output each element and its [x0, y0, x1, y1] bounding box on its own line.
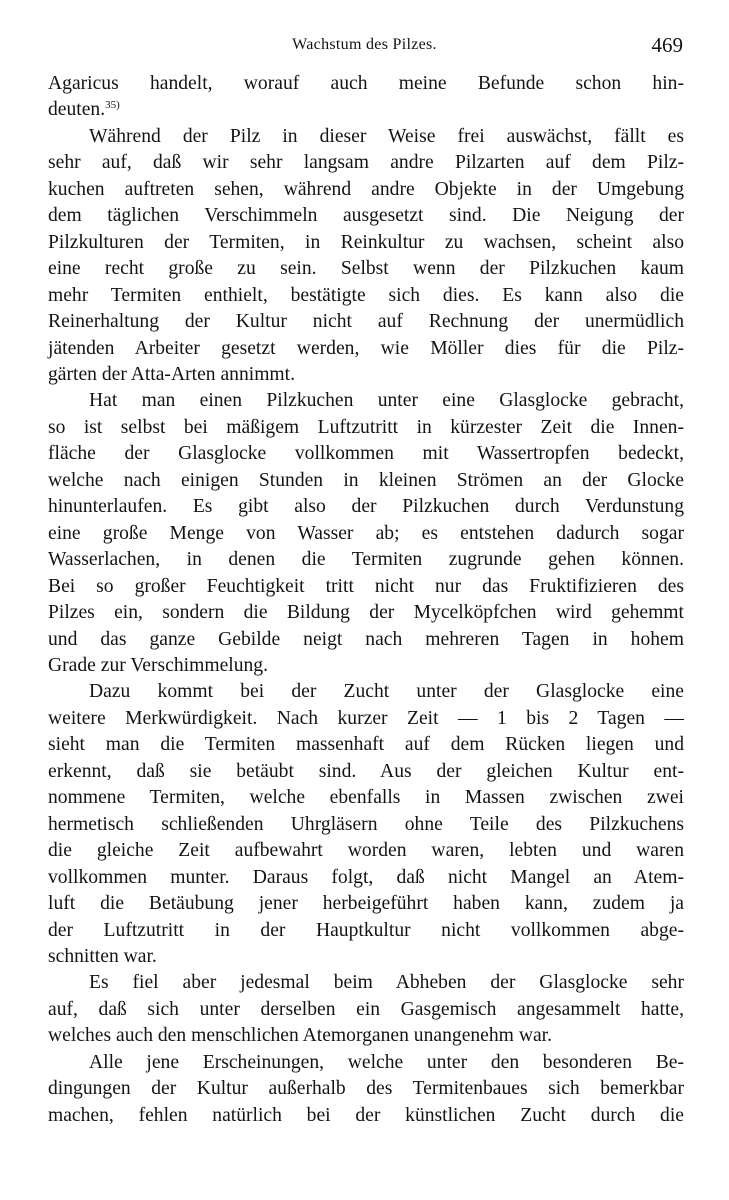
text-line: hermetisch schließenden Uhrgläsern ohne Teile des Pilzkuchens: [48, 813, 684, 835]
text-line: auf, daß sich unter derselben ein Gasgemisch angesammelt hatte,: [48, 998, 684, 1020]
text-line: erkennt, daß sie betäubt sind. Aus der gleichen Kultur ent-: [48, 760, 684, 782]
text-line: deuten.$^{35)}$: [48, 99, 120, 121]
text-line: so ist selbst bei mäßigem Luftzutritt in kürzester Zeit die Innen-: [48, 416, 684, 438]
paragraph: [48, 71, 684, 124]
body-text: [48, 71, 684, 1129]
text-line: jätenden Arbeiter gesetzt werden, wie Möller dies für die Pilz-: [48, 337, 684, 359]
text-line: welche nach einigen Stunden in kleinen Strömen an der Glocke: [48, 469, 684, 491]
paragraph: [48, 388, 684, 679]
text-line: dingungen der Kultur außerhalb des Termitenbaues sich bemerkbar: [48, 1078, 684, 1100]
text-line: Grade zur Verschimmelung.: [48, 654, 268, 676]
footnote-reference[interactable]: 35): [105, 99, 120, 112]
text-line: Pilzkulturen der Termiten, in Reinkultur zu wachsen, scheint also: [48, 231, 684, 253]
text-line: eine recht große zu sein. Selbst wenn der Pilzkuchen kaum: [48, 258, 684, 280]
text-line: weitere Merkwürdigkeit. Nach kurzer Zeit — 1 bis 2 Tagen —: [48, 707, 684, 729]
paragraph: [48, 970, 684, 1049]
text-line: Pilzes ein, sondern die Bildung der Mycelköpfchen wird gehemmt: [48, 602, 684, 624]
text-line: die gleiche Zeit aufbewahrt worden waren, lebten und waren: [48, 840, 684, 862]
text-line: Alle jene Erscheinungen, welche unter den besonderen Be-: [89, 1051, 684, 1073]
text-line: welches auch den menschlichen Atemorganen unangenehm war.: [48, 1025, 553, 1047]
text-line: und das ganze Gebilde neigt nach mehreren Tagen in hohem: [48, 628, 684, 650]
paragraph: [48, 679, 684, 970]
text-line: sieht man die Termiten massenhaft auf dem Rücken liegen und: [48, 734, 684, 756]
running-title: Wachstum des Pilzes.: [292, 36, 437, 53]
text-line: schnitten war.: [48, 945, 157, 967]
text-line: gärten der Atta-Arten annimmt.: [48, 363, 296, 385]
text-line: sehr auf, daß wir sehr langsam andre Pilzarten auf dem Pilz-: [48, 152, 684, 174]
paragraph: [48, 124, 684, 389]
text-line: dem täglichen Verschimmeln ausgesetzt sind. Die Neigung der: [48, 205, 684, 227]
text-line: nommene Termiten, welche ebenfalls in Massen zwischen zwei: [48, 787, 684, 809]
text-line: der Luftzutritt in der Hauptkultur nicht vollkommen abge-: [48, 919, 684, 941]
page-number: 469: [651, 33, 683, 57]
running-header: [0, 33, 729, 59]
text-line: Hat man einen Pilzkuchen unter eine Glasglocke gebracht,: [89, 390, 684, 412]
text-line: Agaricus handelt, worauf auch meine Befunde schon hin-: [48, 73, 684, 94]
text-line: Reinerhaltung der Kultur nicht auf Rechnung der unermüdlich: [48, 311, 684, 333]
text-line: Wasserlachen, in denen die Termiten zugrunde gehen können.: [48, 549, 684, 571]
text-line: machen, fehlen natürlich bei der künstlichen Zucht durch die: [48, 1104, 684, 1126]
text-line: mehr Termiten enthielt, bestätigte sich dies. Es kann also die: [48, 284, 684, 306]
text-line: Bei so großer Feuchtigkeit tritt nicht nur das Fruktifizieren des: [48, 575, 684, 597]
text-line: eine große Menge von Wasser ab; es entstehen dadurch sogar: [48, 522, 684, 544]
paragraph: [48, 1050, 684, 1129]
text-line: vollkommen munter. Daraus folgt, daß nicht Mangel an Atem-: [48, 866, 684, 888]
text-line: Es fiel aber jedesmal beim Abheben der Glasglocke sehr: [89, 972, 684, 994]
text-line: hinunterlaufen. Es gibt also der Pilzkuchen durch Verdunstung: [48, 496, 684, 518]
text-line: fläche der Glasglocke vollkommen mit Wassertropfen bedeckt,: [48, 443, 684, 465]
text-line: Während der Pilz in dieser Weise frei auswächst, fällt es: [89, 125, 684, 147]
text-line: Dazu kommt bei der Zucht unter der Glasglocke eine: [89, 681, 684, 703]
text-line: kuchen auftreten sehen, während andre Objekte in der Umgebung: [48, 178, 684, 200]
text-line: luft die Betäubung jener herbeigeführt haben kann, zudem ja: [48, 893, 684, 915]
